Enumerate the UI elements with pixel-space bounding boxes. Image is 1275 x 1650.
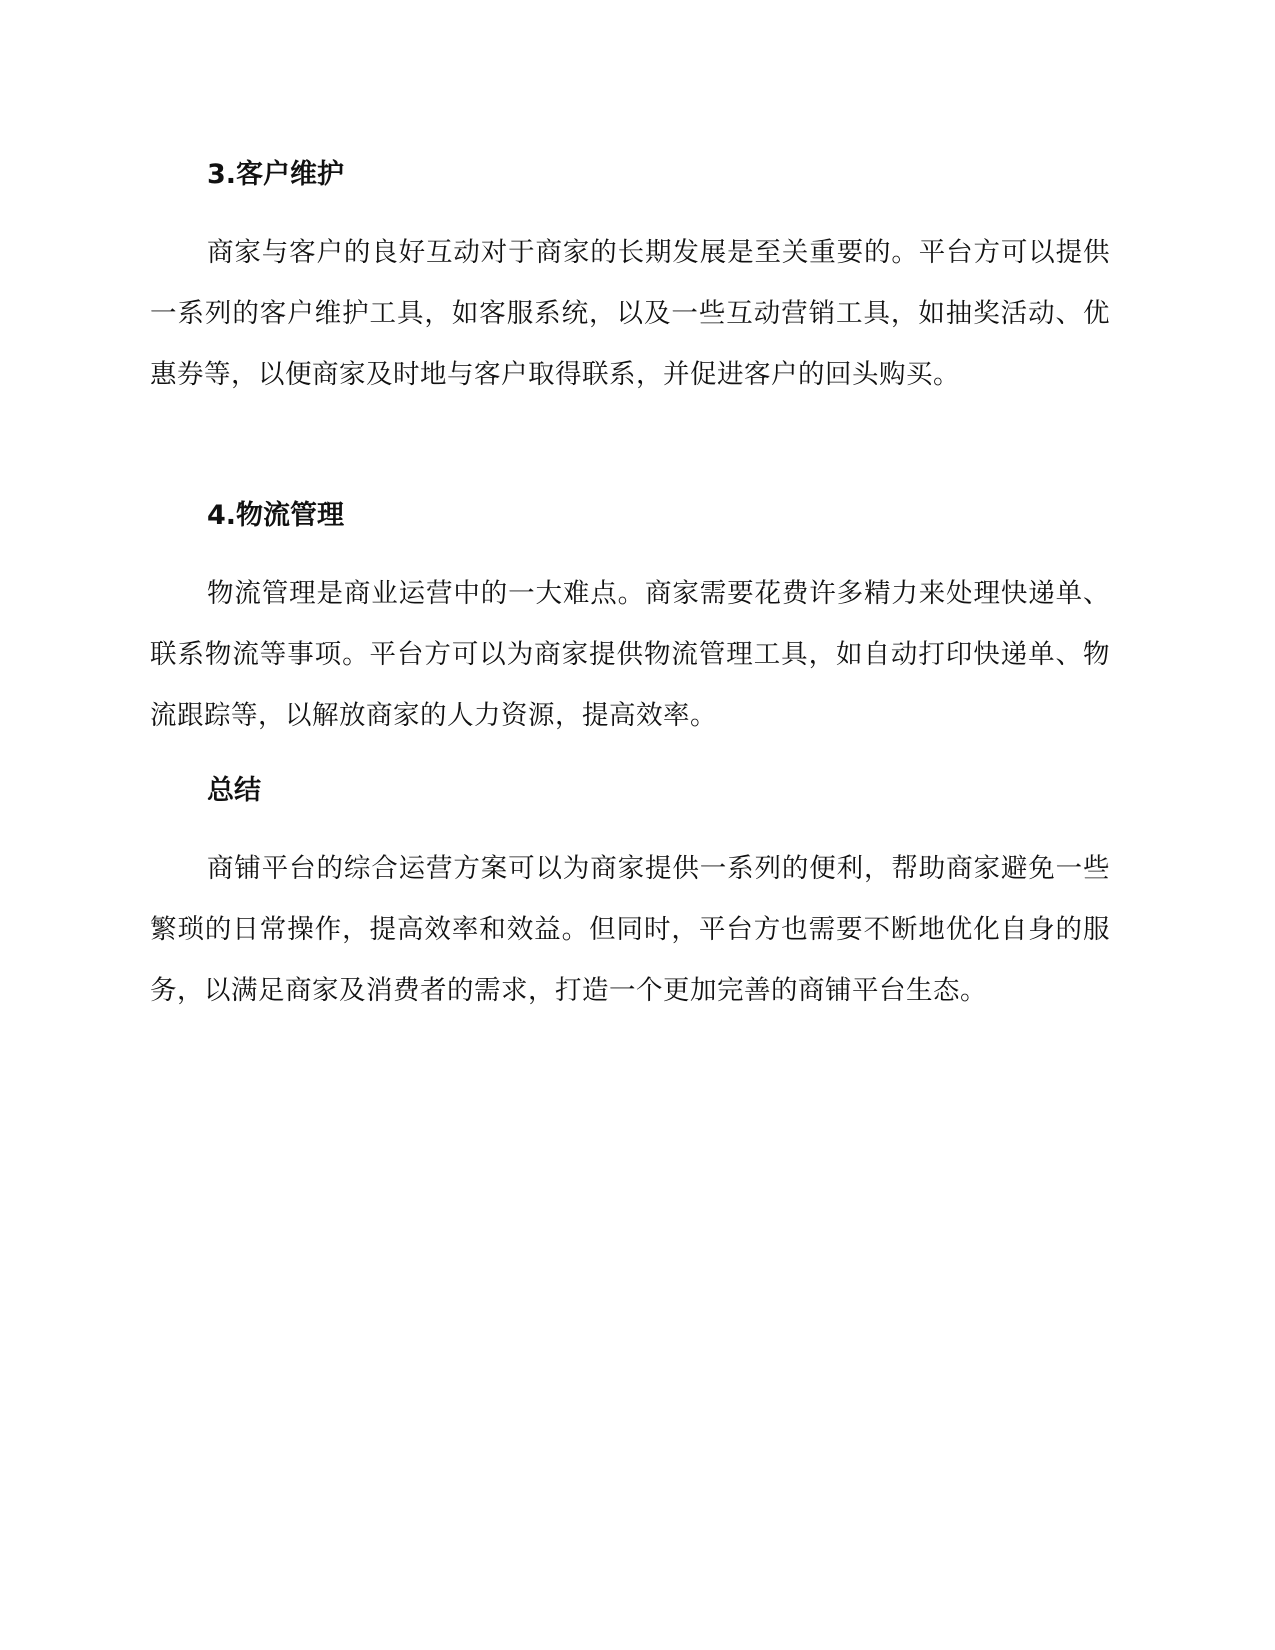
section-heading-summary: 总结 bbox=[207, 775, 261, 806]
section-heading-logistics-management: 4.物流管理 bbox=[207, 500, 345, 531]
section-paragraph-logistics-management: 物流管理是商业运营中的一大难点。商家需要花费许多精力来处理快递单、联系物流等事项。平台方可以为商家提供物流管理工具，如自动打印快递单、物流跟踪等，以解放商家的人力资源，提高效率。 bbox=[150, 578, 1110, 731]
section-paragraph-summary: 商铺平台的综合运营方案可以为商家提供一系列的便利，帮助商家避免一些繁琐的日常操作，提高效率和效益。但同时，平台方也需要不断地优化自身的服务，以满足商家及消费者的需求，打造一个更加完善的商铺平台生态。 bbox=[150, 853, 1110, 1006]
section-paragraph-customer-maintenance: 商家与客户的良好互动对于商家的长期发展是至关重要的。平台方可以提供一系列的客户维护工具，如客服系统，以及一些互动营销工具，如抽奖活动、优惠券等，以便商家及时地与客户取得联系，并促进客户的回头购买。 bbox=[150, 237, 1110, 390]
section-heading-customer-maintenance: 3.客户维护 bbox=[207, 159, 345, 190]
